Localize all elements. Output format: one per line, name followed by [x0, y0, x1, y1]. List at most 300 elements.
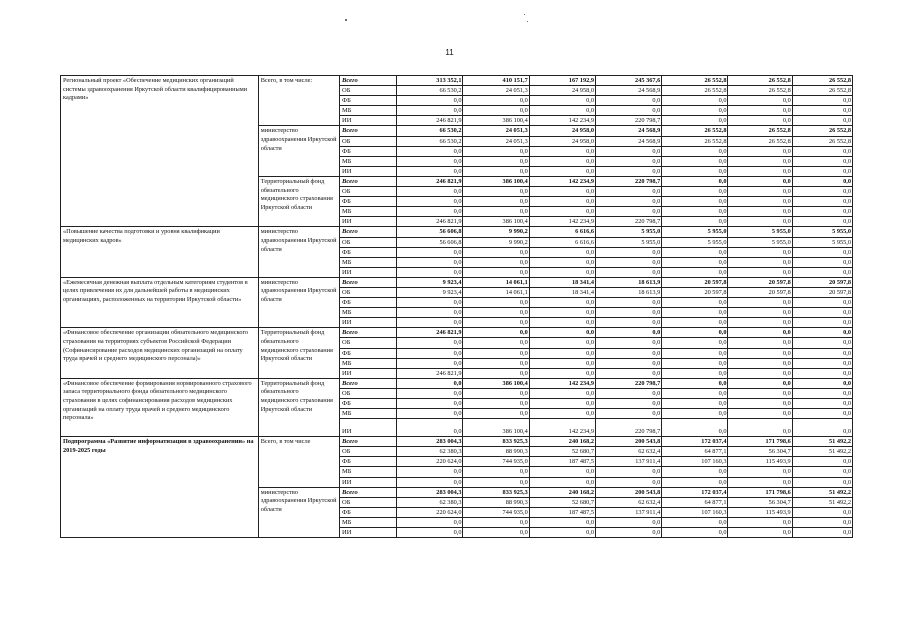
amount-cell: 0,0	[662, 328, 728, 338]
executor-name: Территориальный фонд обязательного медицинского страхования Иркутской области	[258, 378, 339, 436]
program-name: Региональный проект «Обеспечение медицинских организаций системы здравоохранения Иркутской области квалифицированными кадрами»	[61, 76, 259, 227]
amount-cell: 240 168,2	[529, 487, 595, 497]
amount-cell: 0,0	[397, 358, 463, 368]
amount-cell: 0,0	[728, 267, 792, 277]
amount-cell: 0,0	[792, 166, 852, 176]
amount-cell: 0,0	[397, 166, 463, 176]
amount-cell: 0,0	[662, 166, 728, 176]
amount-cell: 0,0	[662, 267, 728, 277]
amount-cell: 5 955,0	[792, 237, 852, 247]
amount-cell: 0,0	[662, 378, 728, 388]
amount-cell: 0,0	[792, 358, 852, 368]
amount-cell: 24 568,9	[595, 136, 661, 146]
amount-cell: 0,0	[463, 338, 529, 348]
amount-cell: 386 100,4	[463, 217, 529, 227]
table-row	[61, 227, 853, 237]
amount-cell: 0,0	[529, 197, 595, 207]
amount-cell: 0,0	[662, 156, 728, 166]
amount-cell: 0,0	[595, 298, 661, 308]
amount-cell: 0,0	[595, 146, 661, 156]
amount-cell: 0,0	[463, 467, 529, 477]
amount-cell: 0,0	[397, 106, 463, 116]
amount-cell: 0,0	[463, 328, 529, 338]
amount-cell: 0,0	[662, 298, 728, 308]
amount-cell: 0,0	[595, 156, 661, 166]
amount-cell: 171 798,6	[728, 487, 792, 497]
amount-cell: 246 821,9	[397, 217, 463, 227]
amount-cell: 0,0	[529, 166, 595, 176]
amount-cell: 0,0	[662, 308, 728, 318]
amount-cell: 0,0	[792, 378, 852, 388]
amount-cell: 0,0	[595, 308, 661, 318]
amount-cell: 0,0	[529, 257, 595, 267]
amount-cell: 0,0	[662, 419, 728, 437]
scan-speck	[524, 14, 525, 15]
amount-cell: 0,0	[529, 156, 595, 166]
amount-cell: 0,0	[595, 338, 661, 348]
funding-source: ОБ	[340, 287, 397, 297]
amount-cell: 0,0	[662, 318, 728, 328]
amount-cell: 0,0	[728, 378, 792, 388]
amount-cell: 0,0	[728, 207, 792, 217]
amount-cell: 0,0	[662, 257, 728, 267]
amount-cell: 0,0	[792, 197, 852, 207]
amount-cell: 0,0	[728, 176, 792, 186]
amount-cell: 283 004,3	[397, 437, 463, 447]
amount-cell: 220 624,0	[397, 457, 463, 467]
amount-cell: 0,0	[792, 146, 852, 156]
amount-cell: 0,0	[792, 399, 852, 409]
amount-cell: 0,0	[662, 187, 728, 197]
amount-cell: 386 100,4	[463, 378, 529, 388]
amount-cell: 220 798,7	[595, 116, 661, 126]
funding-source: МБ	[340, 156, 397, 166]
executor-name: министерство здравоохранения Иркутской области	[258, 227, 339, 277]
amount-cell: 0,0	[728, 146, 792, 156]
amount-cell: 56 606,8	[397, 237, 463, 247]
amount-cell: 0,0	[529, 106, 595, 116]
table-row	[61, 437, 853, 447]
amount-cell: 115 493,9	[728, 507, 792, 517]
amount-cell: 0,0	[728, 477, 792, 487]
amount-cell: 18 341,4	[529, 287, 595, 297]
amount-cell: 6 616,6	[529, 237, 595, 247]
amount-cell: 0,0	[792, 96, 852, 106]
amount-cell: 6 616,6	[529, 227, 595, 237]
amount-cell: 142 234,9	[529, 378, 595, 388]
funding-source: ФБ	[340, 348, 397, 358]
amount-cell: 0,0	[397, 187, 463, 197]
amount-cell: 0,0	[792, 187, 852, 197]
funding-source: ФБ	[340, 298, 397, 308]
funding-source: ФБ	[340, 197, 397, 207]
amount-cell: 115 493,9	[728, 457, 792, 467]
amount-cell: 220 798,7	[595, 217, 661, 227]
amount-cell: 0,0	[662, 348, 728, 358]
amount-cell: 14 061,1	[463, 277, 529, 287]
amount-cell: 142 234,9	[529, 419, 595, 437]
amount-cell: 0,0	[728, 257, 792, 267]
amount-cell: 0,0	[728, 388, 792, 398]
funding-source: Всего	[340, 176, 397, 186]
amount-cell: 5 955,0	[595, 227, 661, 237]
amount-cell: 24 568,9	[595, 126, 661, 136]
funding-source: ОБ	[340, 447, 397, 457]
program-name: Подпрограмма «Развитие информатизации в здравоохранении» на 2019-2025 годы	[61, 437, 259, 538]
amount-cell: 0,0	[463, 156, 529, 166]
amount-cell: 24 958,0	[529, 136, 595, 146]
amount-cell: 0,0	[728, 308, 792, 318]
amount-cell: 0,0	[792, 338, 852, 348]
amount-cell: 0,0	[463, 409, 529, 419]
program-name: «Повышение качества подготовки и уровня квалификации медицинских кадров»	[61, 227, 259, 277]
amount-cell: 0,0	[662, 116, 728, 126]
amount-cell: 220 798,7	[595, 378, 661, 388]
amount-cell: 0,0	[529, 187, 595, 197]
amount-cell: 172 037,4	[662, 487, 728, 497]
amount-cell: 26 552,8	[662, 86, 728, 96]
amount-cell: 0,0	[529, 348, 595, 358]
amount-cell: 0,0	[792, 116, 852, 126]
amount-cell: 56 304,7	[728, 447, 792, 457]
program-name: «Финансовое обеспечение организации обязательного медицинского страхования на территориях субъектов Российской Федерации (Софинансирование расходов медицинских организаций на оплату труда врачей и среднего медицинского персонала)»	[61, 328, 259, 378]
amount-cell: 0,0	[463, 197, 529, 207]
amount-cell: 0,0	[662, 467, 728, 477]
amount-cell: 833 925,3	[463, 487, 529, 497]
amount-cell: 26 552,8	[728, 126, 792, 136]
amount-cell: 0,0	[397, 399, 463, 409]
amount-cell: 0,0	[728, 197, 792, 207]
funding-source: ОБ	[340, 136, 397, 146]
amount-cell: 0,0	[397, 207, 463, 217]
amount-cell: 0,0	[463, 166, 529, 176]
amount-cell: 0,0	[792, 328, 852, 338]
amount-cell: 0,0	[595, 197, 661, 207]
amount-cell: 51 492,2	[792, 447, 852, 457]
amount-cell: 26 552,8	[792, 86, 852, 96]
amount-cell: 62 632,4	[595, 497, 661, 507]
amount-cell: 0,0	[662, 247, 728, 257]
amount-cell: 66 530,2	[397, 86, 463, 96]
funding-source: ФБ	[340, 457, 397, 467]
amount-cell: 0,0	[728, 419, 792, 437]
amount-cell: 0,0	[792, 507, 852, 517]
amount-cell: 0,0	[792, 257, 852, 267]
executor-name: министерство здравоохранения Иркутской области	[258, 487, 339, 537]
funding-source: МБ	[340, 358, 397, 368]
amount-cell: 0,0	[792, 419, 852, 437]
amount-cell: 5 955,0	[662, 237, 728, 247]
executor-name: министерство здравоохранения Иркутской области	[258, 277, 339, 327]
amount-cell: 200 543,8	[595, 437, 661, 447]
amount-cell: 5 955,0	[728, 237, 792, 247]
amount-cell: 0,0	[728, 166, 792, 176]
funding-source: Всего	[340, 437, 397, 447]
amount-cell: 0,0	[595, 358, 661, 368]
table-row	[61, 277, 853, 287]
amount-cell: 0,0	[397, 517, 463, 527]
amount-cell: 245 367,6	[595, 76, 661, 86]
amount-cell: 142 234,9	[529, 176, 595, 186]
amount-cell: 0,0	[662, 146, 728, 156]
funding-source: ИИ	[340, 267, 397, 277]
amount-cell: 62 632,4	[595, 447, 661, 457]
funding-source: ИИ	[340, 166, 397, 176]
amount-cell: 0,0	[792, 467, 852, 477]
amount-cell: 20 597,8	[728, 277, 792, 287]
amount-cell: 0,0	[529, 146, 595, 156]
funding-source: ИИ	[340, 419, 397, 437]
amount-cell: 51 492,2	[792, 487, 852, 497]
amount-cell: 26 552,8	[728, 76, 792, 86]
amount-cell: 18 613,9	[595, 277, 661, 287]
amount-cell: 246 821,9	[397, 368, 463, 378]
funding-source: ОБ	[340, 187, 397, 197]
amount-cell: 0,0	[595, 368, 661, 378]
amount-cell: 20 597,8	[662, 287, 728, 297]
executor-name: Территориальный фонд обязательного медицинского страхования Иркутской области	[258, 328, 339, 378]
funding-source: МБ	[340, 308, 397, 318]
amount-cell: 0,0	[397, 378, 463, 388]
amount-cell: 0,0	[463, 399, 529, 409]
amount-cell: 0,0	[662, 368, 728, 378]
amount-cell: 0,0	[662, 197, 728, 207]
amount-cell: 0,0	[792, 348, 852, 358]
funding-source: ИИ	[340, 318, 397, 328]
budget-table	[60, 75, 853, 538]
amount-cell: 66 530,2	[397, 136, 463, 146]
amount-cell: 0,0	[595, 348, 661, 358]
amount-cell: 0,0	[529, 358, 595, 368]
funding-source: МБ	[340, 257, 397, 267]
amount-cell: 26 552,8	[662, 76, 728, 86]
amount-cell: 0,0	[397, 308, 463, 318]
amount-cell: 0,0	[529, 338, 595, 348]
funding-source: ФБ	[340, 399, 397, 409]
amount-cell: 24 051,3	[463, 86, 529, 96]
funding-source: Всего	[340, 487, 397, 497]
amount-cell: 0,0	[397, 197, 463, 207]
amount-cell: 0,0	[662, 207, 728, 217]
amount-cell: 0,0	[792, 457, 852, 467]
amount-cell: 26 552,8	[792, 136, 852, 146]
amount-cell: 0,0	[397, 419, 463, 437]
amount-cell: 220 798,7	[595, 176, 661, 186]
amount-cell: 0,0	[529, 409, 595, 419]
amount-cell: 24 051,3	[463, 126, 529, 136]
amount-cell: 0,0	[662, 338, 728, 348]
amount-cell: 246 821,9	[397, 176, 463, 186]
amount-cell: 5 955,0	[662, 227, 728, 237]
table-row	[61, 328, 853, 338]
amount-cell: 0,0	[792, 517, 852, 527]
amount-cell: 0,0	[529, 467, 595, 477]
amount-cell: 9 990,2	[463, 227, 529, 237]
amount-cell: 62 380,3	[397, 497, 463, 507]
amount-cell: 0,0	[463, 368, 529, 378]
amount-cell: 0,0	[463, 318, 529, 328]
amount-cell: 0,0	[728, 187, 792, 197]
amount-cell: 0,0	[463, 146, 529, 156]
amount-cell: 0,0	[662, 217, 728, 227]
amount-cell: 51 492,2	[792, 497, 852, 507]
amount-cell: 0,0	[397, 318, 463, 328]
amount-cell: 313 352,1	[397, 76, 463, 86]
amount-cell: 107 160,3	[662, 457, 728, 467]
amount-cell: 0,0	[595, 517, 661, 527]
amount-cell: 0,0	[529, 528, 595, 538]
amount-cell: 0,0	[662, 388, 728, 398]
funding-source: ИИ	[340, 477, 397, 487]
table-row	[61, 76, 853, 86]
amount-cell: 0,0	[595, 318, 661, 328]
amount-cell: 0,0	[529, 298, 595, 308]
amount-cell: 0,0	[463, 517, 529, 527]
funding-source: МБ	[340, 207, 397, 217]
amount-cell: 9 923,4	[397, 277, 463, 287]
executor-name: Территориальный фонд обязательного медицинского страхования Иркутской области	[258, 176, 339, 226]
funding-source: МБ	[340, 517, 397, 527]
funding-source: ОБ	[340, 388, 397, 398]
amount-cell: 0,0	[595, 409, 661, 419]
amount-cell: 0,0	[595, 96, 661, 106]
amount-cell: 0,0	[792, 207, 852, 217]
amount-cell: 0,0	[728, 217, 792, 227]
amount-cell: 0,0	[728, 328, 792, 338]
amount-cell: 24 958,0	[529, 126, 595, 136]
amount-cell: 9 990,2	[463, 237, 529, 247]
amount-cell: 88 990,3	[463, 447, 529, 457]
amount-cell: 0,0	[595, 528, 661, 538]
amount-cell: 5 955,0	[595, 237, 661, 247]
amount-cell: 137 911,4	[595, 457, 661, 467]
amount-cell: 0,0	[463, 207, 529, 217]
amount-cell: 833 925,3	[463, 437, 529, 447]
amount-cell: 18 613,9	[595, 287, 661, 297]
amount-cell: 0,0	[728, 106, 792, 116]
amount-cell: 410 151,7	[463, 76, 529, 86]
amount-cell: 0,0	[792, 156, 852, 166]
amount-cell: 0,0	[728, 116, 792, 126]
funding-source: ИИ	[340, 368, 397, 378]
amount-cell: 0,0	[397, 96, 463, 106]
amount-cell: 20 597,8	[662, 277, 728, 287]
amount-cell: 20 597,8	[792, 287, 852, 297]
amount-cell: 0,0	[397, 467, 463, 477]
amount-cell: 744 935,0	[463, 507, 529, 517]
funding-source: ФБ	[340, 96, 397, 106]
amount-cell: 0,0	[728, 368, 792, 378]
amount-cell: 0,0	[728, 517, 792, 527]
amount-cell: 52 680,7	[529, 497, 595, 507]
amount-cell: 0,0	[728, 298, 792, 308]
amount-cell: 0,0	[595, 267, 661, 277]
program-name: «Финансовое обеспечение формирования нормированного страхового запаса территориального фонда обязательного медицинского страхования в целях софинансирования расходов медицинских организаций на оплату труда врачей и среднего медицинского персонала»	[61, 378, 259, 436]
amount-cell: 0,0	[728, 467, 792, 477]
amount-cell: 26 552,8	[792, 126, 852, 136]
amount-cell: 0,0	[728, 358, 792, 368]
amount-cell: 142 234,9	[529, 116, 595, 126]
amount-cell: 0,0	[529, 308, 595, 318]
amount-cell: 0,0	[463, 298, 529, 308]
amount-cell: 0,0	[529, 399, 595, 409]
amount-cell: 0,0	[728, 348, 792, 358]
amount-cell: 0,0	[792, 308, 852, 318]
amount-cell: 107 160,3	[662, 507, 728, 517]
amount-cell: 0,0	[463, 388, 529, 398]
funding-source: ОБ	[340, 497, 397, 507]
amount-cell: 0,0	[792, 528, 852, 538]
funding-source: МБ	[340, 106, 397, 116]
amount-cell: 0,0	[463, 528, 529, 538]
amount-cell: 0,0	[463, 267, 529, 277]
amount-cell: 0,0	[463, 96, 529, 106]
amount-cell: 52 680,7	[529, 447, 595, 457]
table-row	[61, 378, 853, 388]
amount-cell: 386 100,4	[463, 176, 529, 186]
amount-cell: 0,0	[792, 247, 852, 257]
amount-cell: 246 821,9	[397, 116, 463, 126]
amount-cell: 0,0	[595, 399, 661, 409]
amount-cell: 24 958,0	[529, 86, 595, 96]
amount-cell: 0,0	[463, 106, 529, 116]
amount-cell: 0,0	[397, 247, 463, 257]
amount-cell: 386 100,4	[463, 116, 529, 126]
amount-cell: 0,0	[792, 388, 852, 398]
amount-cell: 0,0	[463, 187, 529, 197]
funding-source: Всего	[340, 328, 397, 338]
amount-cell: 0,0	[792, 318, 852, 328]
amount-cell: 0,0	[463, 247, 529, 257]
funding-source: Всего	[340, 76, 397, 86]
amount-cell: 0,0	[662, 96, 728, 106]
amount-cell: 62 380,3	[397, 447, 463, 457]
executor-name: министерство здравоохранения Иркутской области	[258, 126, 339, 176]
amount-cell: 18 341,4	[529, 277, 595, 287]
funding-source: ФБ	[340, 247, 397, 257]
page-number: 11	[445, 48, 454, 57]
amount-cell: 0,0	[792, 217, 852, 227]
amount-cell: 20 597,8	[728, 287, 792, 297]
funding-source: ИИ	[340, 528, 397, 538]
amount-cell: 0,0	[595, 388, 661, 398]
amount-cell: 220 798,7	[595, 419, 661, 437]
amount-cell: 0,0	[529, 517, 595, 527]
scan-speck	[527, 21, 528, 22]
amount-cell: 0,0	[529, 388, 595, 398]
amount-cell: 0,0	[662, 528, 728, 538]
amount-cell: 0,0	[792, 368, 852, 378]
funding-source: ОБ	[340, 338, 397, 348]
amount-cell: 14 061,1	[463, 287, 529, 297]
amount-cell: 0,0	[595, 477, 661, 487]
amount-cell: 5 955,0	[728, 227, 792, 237]
amount-cell: 0,0	[792, 298, 852, 308]
amount-cell: 0,0	[728, 247, 792, 257]
amount-cell: 24 568,9	[595, 86, 661, 96]
amount-cell: 142 234,9	[529, 217, 595, 227]
amount-cell: 0,0	[463, 348, 529, 358]
amount-cell: 200 543,8	[595, 487, 661, 497]
amount-cell: 0,0	[529, 328, 595, 338]
amount-cell: 0,0	[662, 176, 728, 186]
funding-source: Всего	[340, 378, 397, 388]
amount-cell: 0,0	[397, 257, 463, 267]
funding-source: МБ	[340, 409, 397, 419]
amount-cell: 0,0	[529, 477, 595, 487]
amount-cell: 0,0	[595, 207, 661, 217]
funding-source: ФБ	[340, 507, 397, 517]
